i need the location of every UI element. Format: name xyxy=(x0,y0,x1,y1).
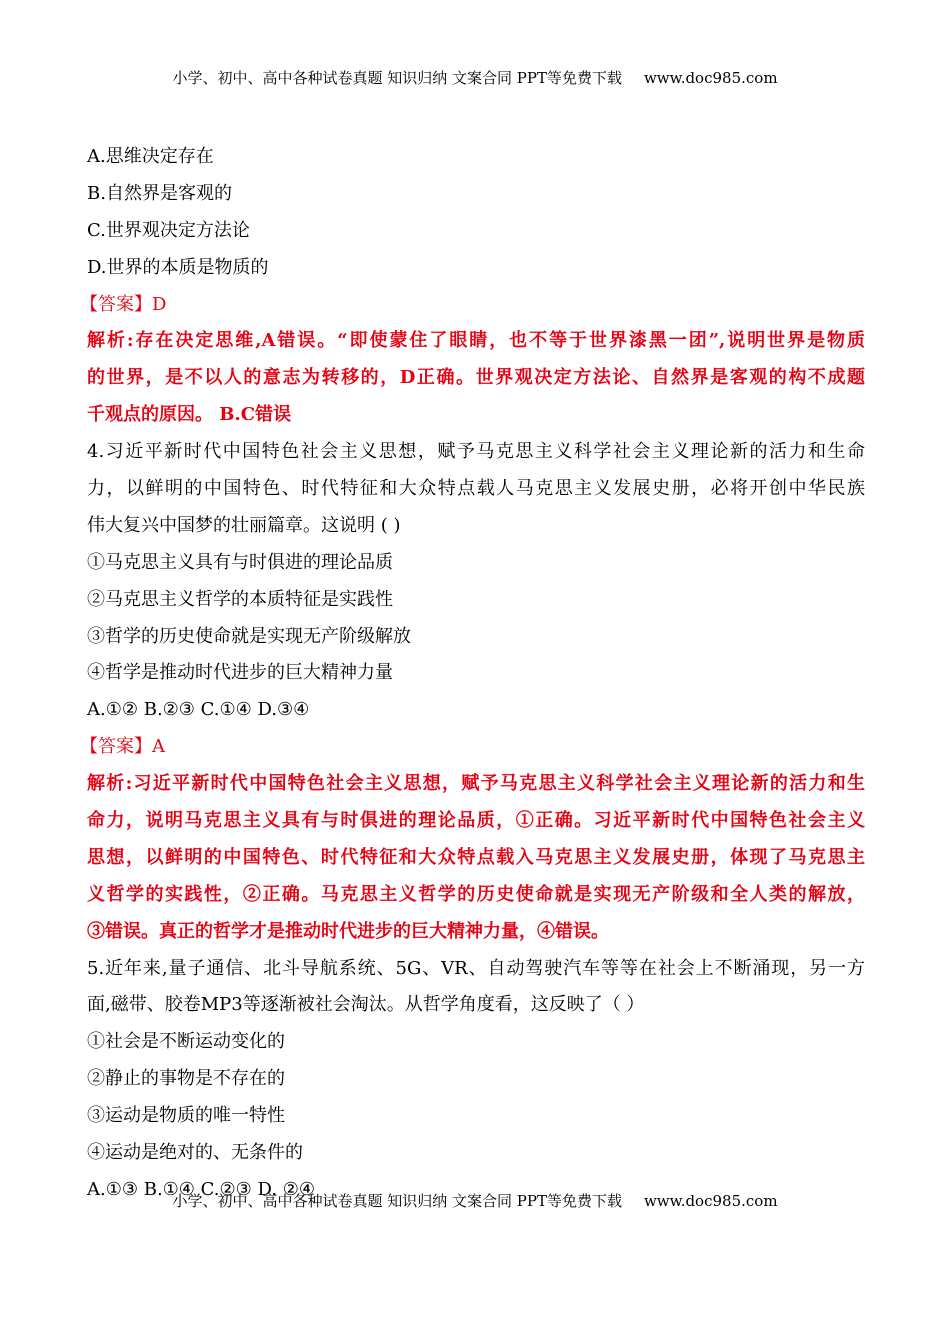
question-4-items xyxy=(87,545,865,693)
statement-line: ④运动是绝对的、无条件的 xyxy=(87,1142,303,1164)
question-5-choices: A.①③ B.①④ C.②③ D. ②④ xyxy=(87,1178,316,1200)
stem-line: 5.近年来,量子通信、北斗导航系统、5G、VR、自动驾驶汽车等等在社会上不断涌现，另一方 xyxy=(87,957,865,979)
question-3-analysis xyxy=(87,323,865,434)
statement-line: ④哲学是推动时代进步的巨大精神力量 xyxy=(87,662,393,684)
footer-text: 小学、初中、高中各种试卷真题 知识归纳 文案合同 PPT等免费下载 xyxy=(172,1192,622,1210)
question-5-stem xyxy=(87,951,865,1025)
question-4-stem xyxy=(87,434,865,545)
statement-line: ①社会是不断运动变化的 xyxy=(87,1031,285,1053)
stem-line: 伟大复兴中国梦的壮丽篇章。这说明 ( ) xyxy=(87,514,401,536)
stem-line: 力，以鲜明的中国特色、时代特征和大众特点载人马克思主义发展史册，必将开创中华民族 xyxy=(87,478,865,500)
analysis-line: 的世界，是不以人的意志为转移的，D正确。世界观决定方法论、自然界是客观的构不成题 xyxy=(87,367,865,389)
analysis-line: 命力，说明马克思主义具有与时俱进的理论品质，①正确。习近平新时代中国特色社会主义 xyxy=(87,810,865,832)
header-text: 小学、初中、高中各种试卷真题 知识归纳 文案合同 PPT等免费下载 xyxy=(172,69,622,87)
page-content xyxy=(80,139,865,1209)
statement-line: ②静止的事物是不存在的 xyxy=(87,1068,285,1090)
analysis-line: 解析:存在决定思维,A错误。“即使蒙住了眼睛，也不等于世界漆黑一团”,说明世界是物质 xyxy=(87,330,865,352)
option-line: B.自然界是客观的 xyxy=(87,182,232,204)
question-5-items xyxy=(87,1024,865,1172)
page-header xyxy=(0,68,950,88)
header-site-link[interactable]: www.doc985.com xyxy=(643,69,778,87)
option-line: D.世界的本质是物质的 xyxy=(87,256,269,278)
footer-site-link[interactable]: www.doc985.com xyxy=(643,1192,778,1210)
page-footer xyxy=(0,1191,950,1211)
question-4-analysis xyxy=(87,766,865,950)
question-4-choices: A.①② B.②③ C.①④ D.③④ xyxy=(87,699,310,721)
option-line: C.世界观决定方法论 xyxy=(87,219,250,241)
analysis-line: 千观点的原因。 B.C错误 xyxy=(87,404,292,426)
question-3-options xyxy=(87,139,865,287)
analysis-line: 义哲学的实践性，②正确。马克思主义哲学的历史使命就是实现无产阶级和全人类的解放， xyxy=(87,883,865,905)
analysis-line: 思想，以鲜明的中国特色、时代特征和大众特点载入马克思主义发展史册，体现了马克思主 xyxy=(87,846,865,868)
analysis-line: 解析:习近平新时代中国特色社会主义思想，赋予马克思主义科学社会主义理论新的活力和生 xyxy=(87,773,865,795)
stem-line: 4.习近平新时代中国特色社会主义思想，赋予马克思主义科学社会主义理论新的活力和生命 xyxy=(87,441,865,463)
statement-line: ①马克思主义具有与时俱进的理论品质 xyxy=(87,551,393,573)
option-line: A.思维决定存在 xyxy=(87,146,214,167)
statement-line: ③运动是物质的唯一特性 xyxy=(87,1105,285,1127)
stem-line: 面,磁带、胶卷MP3等逐渐被社会淘汰。从哲学角度看，这反映了（ ） xyxy=(87,994,645,1016)
analysis-line: ③错误。真正的哲学才是推动时代进步的巨大精神力量，④错误。 xyxy=(87,920,609,942)
question-4-answer: 【答案】A xyxy=(80,736,165,758)
question-3-answer: 【答案】D xyxy=(80,293,167,315)
statement-line: ③哲学的历史使命就是实现无产阶级解放 xyxy=(87,625,411,647)
statement-line: ②马克思主义哲学的本质特征是实践性 xyxy=(87,588,393,610)
